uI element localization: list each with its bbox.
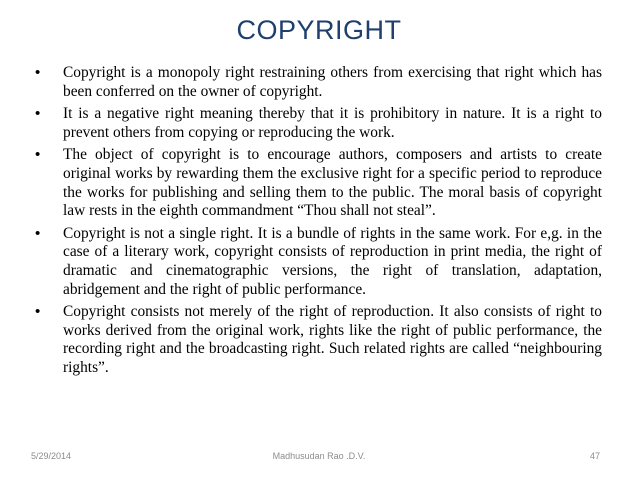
bullet-text: It is a negative right meaning thereby that it is prohibitory in nature. It is a right to prevent others from copying or reproducing the work. — [63, 105, 602, 141]
bullet-item — [30, 64, 602, 101]
bullet-icon: • — [35, 146, 41, 164]
footer-author: Madhusudan Rao .D.V. — [272, 451, 366, 461]
footer-date: 5/29/2014 — [31, 451, 72, 461]
footer-page-number: 47 — [589, 451, 600, 461]
bullet-text: Copyright consists not merely of the right of reproduction. It also consists of right to works derived from the original work, rights like the right of public performance, the recording right and the broadcasting right. Such related rights are called “neighbouring rights”. — [63, 303, 602, 376]
bullet-icon: • — [35, 303, 41, 321]
bullet-icon: • — [35, 224, 41, 242]
bullet-list — [30, 64, 602, 382]
bullet-item — [30, 225, 602, 299]
bullet-text: Copyright is a monopoly right restraining others from exercising that right which has been conferred on the owner of copyright. — [63, 64, 602, 100]
bullet-item — [30, 146, 602, 220]
bullet-icon: • — [35, 105, 41, 123]
bullet-text: Copyright is not a single right. It is a bundle of rights in the same work. For e,g. in the case of a literary work, copyright consists of reproduction in print media, the right of dramatic and cinematographic versions, the right of translation, adaptation, abridgement and the right of public performance. — [63, 224, 602, 298]
bullet-text: The object of copyright is to encourage authors, composers and artists to create original works by rewarding them the exclusive right for a specific period to reproduce the works for publishing and selling them to the public. The moral basis of copyright law rests in the eighth commandment “Thou shall not steal”. — [63, 146, 602, 220]
bullet-icon: • — [35, 64, 41, 81]
bullet-item — [30, 303, 602, 377]
bullet-item — [30, 105, 602, 142]
slide-title: COPYRIGHT — [236, 15, 402, 45]
